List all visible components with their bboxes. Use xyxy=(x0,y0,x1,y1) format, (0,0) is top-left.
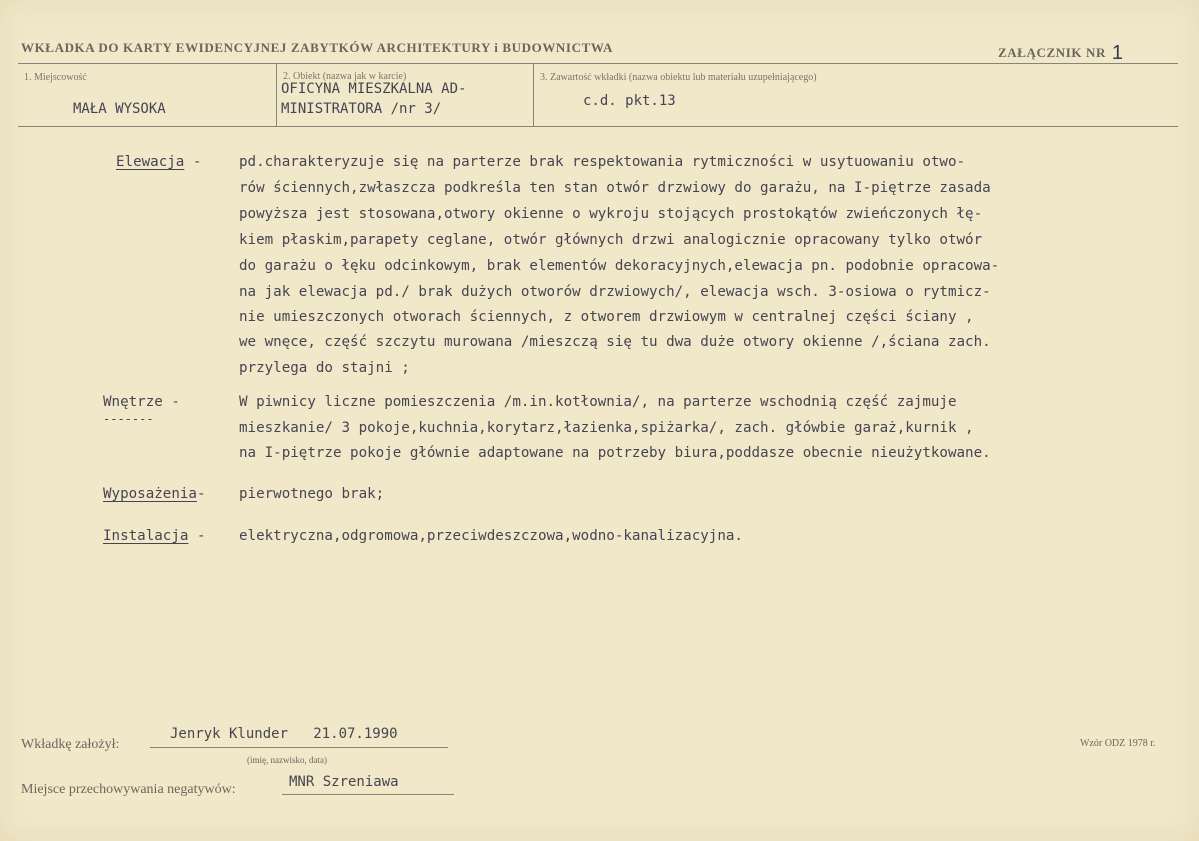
locality-label: 1. Miejscowość xyxy=(24,72,87,83)
created-by-label: Wkładkę założył: xyxy=(21,737,120,752)
elewacja-line: powyższa jest stosowana,otwory okienne o wykroju stojących prostokątów zwieńczonych łę- xyxy=(239,206,983,222)
object-label: 2. Obiekt (nazwa jak w karcie) xyxy=(283,71,407,82)
field-divider xyxy=(533,64,534,126)
form-title: WKŁADKA DO KARTY EWIDENCYJNEJ ZABYTKÓW ARCHITEKTURY i BUDOWNICTWA xyxy=(21,40,613,55)
wnetrze-underline: ------- xyxy=(103,412,154,426)
content-value: c.d. pkt.13 xyxy=(583,93,676,109)
header-bottom-rule xyxy=(18,126,1178,127)
wnetrze-line: mieszkanie/ 3 pokoje,kuchnia,korytarz,łazienka,spiżarka/, zach. główbie garaż,kurnik , xyxy=(239,420,974,436)
created-by-value: Jenryk Klunder 21.07.1990 xyxy=(170,726,398,742)
attachment-label: ZAŁĄCZNIK NR xyxy=(998,45,1106,60)
elewacja-line: we wnęce, część szczytu murowana /mieszczą się tu dwa duże otwory okienne /,ściana zach. xyxy=(239,334,991,350)
negatives-location-label: Miejsce przechowywania negatywów: xyxy=(21,782,236,797)
object-value-line2: MINISTRATORA /nr 3/ xyxy=(281,101,442,117)
section-label-instalacja: Instalacja - xyxy=(103,528,206,544)
elewacja-line: nie umieszczonych otworach ściennych, z otworem drzwiowym w centralnej części ściany , xyxy=(239,309,974,325)
elewacja-line: pd.charakteryzuje się na parterze brak respektowania rytmiczności w usytuowaniu otwo- xyxy=(239,154,966,170)
section-label-elewacja: Elewacja - xyxy=(116,154,202,170)
attachment-number-value: 1 xyxy=(1111,42,1124,64)
elewacja-line: rów ściennych,zwłaszcza podkreśla ten stan otwór drzwiowy do garażu, na I-piętrze zasada xyxy=(239,180,991,196)
object-value-line1: OFICYNA MIESZKALNA AD- xyxy=(281,81,467,97)
instalacja-text: elektryczna,odgromowa,przeciwdeszczowa,wodno-kanalizacyjna. xyxy=(239,528,743,544)
locality-value: MAŁA WYSOKA xyxy=(73,101,166,117)
elewacja-line: na jak elewacja pd./ brak dużych otworów drzwiowych/, elewacja wsch. 3-osiowa o rytmicz- xyxy=(239,284,991,300)
negatives-location-line xyxy=(282,794,454,795)
form-version: Wzór ODZ 1978 r. xyxy=(1080,738,1156,749)
created-by-hint: (imię, nazwisko, data) xyxy=(247,755,327,765)
elewacja-line: przylega do stajni ; xyxy=(239,360,410,376)
created-by-line xyxy=(150,747,448,748)
elewacja-line: kiem płaskim,parapety ceglane, otwór głównych drzwi analogicznie opracowany tylko otwór xyxy=(239,232,983,248)
field-divider xyxy=(276,64,277,126)
section-label-wnetrze: Wnętrze - xyxy=(103,394,180,410)
header-top-rule xyxy=(18,63,1178,64)
wyposazenia-text: pierwotnego brak; xyxy=(239,486,385,502)
section-label-wyposazenia: Wyposażenia- xyxy=(103,486,206,502)
wnetrze-line: W piwnicy liczne pomieszczenia /m.in.kotłownia/, na parterze wschodnią część zajmuje xyxy=(239,394,957,410)
content-label: 3. Zawartość wkładki (nazwa obiektu lub materiału uzupełniającego) xyxy=(540,72,817,83)
elewacja-line: do garażu o łęku odcinkowym, brak elementów dekoracyjnych,elewacja pn. podobnie opracowa- xyxy=(239,258,1000,274)
negatives-location-value: MNR Szreniawa xyxy=(289,774,399,790)
wnetrze-line: na I-piętrze pokoje głównie adaptowane na potrzeby biura,poddasze obecnie nieużytkowane. xyxy=(239,445,991,461)
attachment-number xyxy=(998,40,1124,63)
